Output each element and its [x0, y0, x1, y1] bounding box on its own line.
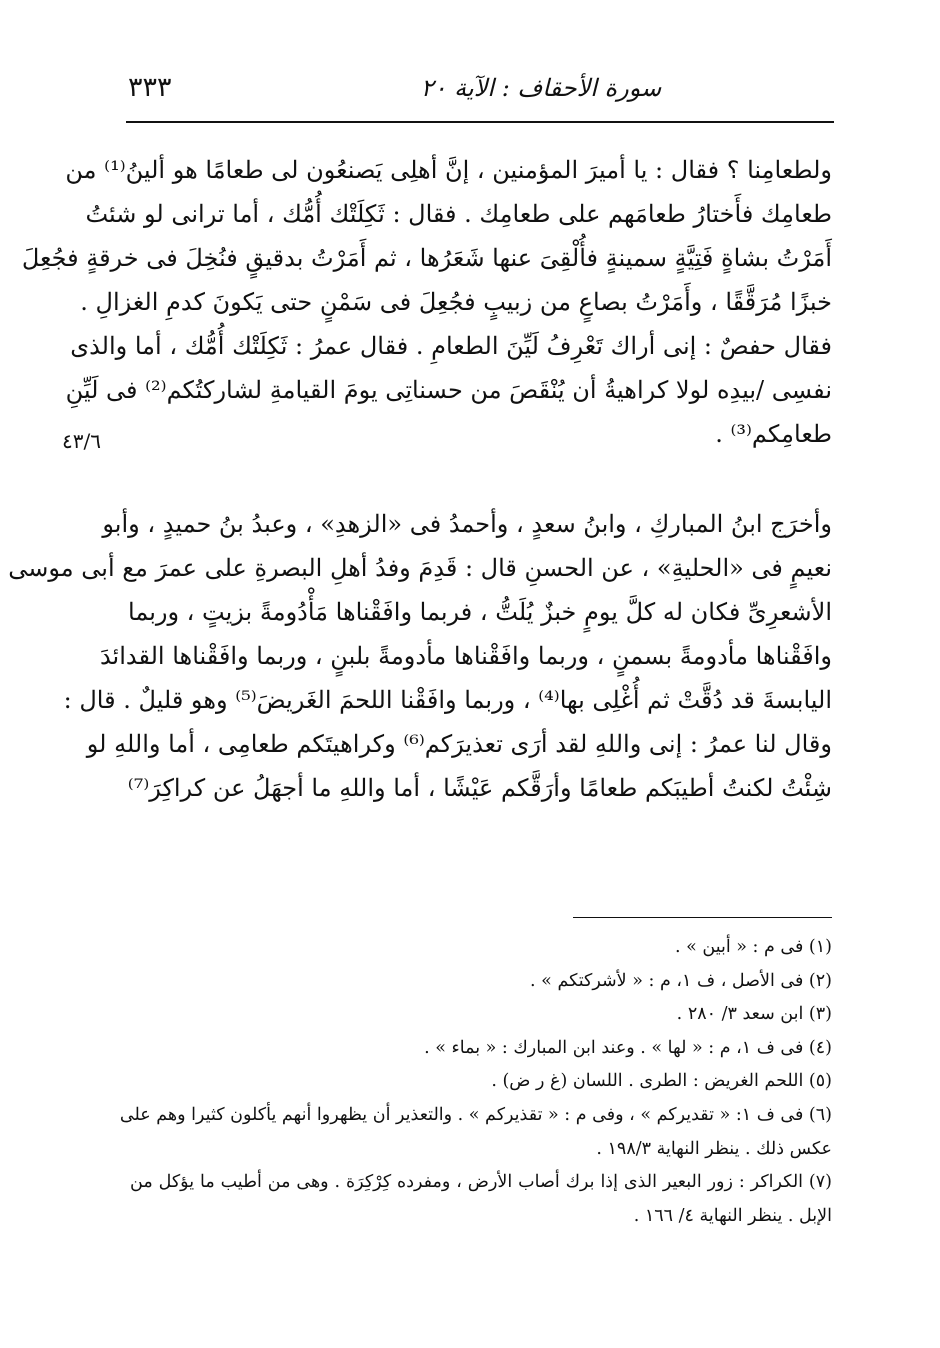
footnote: (٣) ابن سعد ٣/ ٢٨٠ . [676, 1004, 832, 1025]
footnote: (٥) اللحم الغريض : الطرى . اللسان (غ ر ض) . [491, 1071, 832, 1092]
footnote: (١) فى م : « أبين » . [675, 937, 832, 957]
text-line: وقال لنا عمرُ : إنى واللهِ لقد أرَى تعذيرَكم⁽⁶⁾ وكراهيتَكم طعامِى ، أما واللهِ لو [86, 730, 832, 758]
footnote: (٦) فى ف ١: « تقديركم » ، وفى م : « تقذيركم » . والتعذير أن يظهروا أنهم يأكلون كثيرا وهم على [119, 1104, 832, 1125]
text-line: الأشعرِىِّ فكان له كلَّ يومٍ خبزٌ يُلَتُّ ، فربما وافَقْناها مَأْدُومةً بزيتٍ ، وربما [128, 598, 832, 626]
text-line: فقال حفصٌ : إنى أراك تَعْرِفُ لَيِّنَ الطعامِ . فقال عمرُ : ثَكِلَتْك أُمُّك ، أما والذى [70, 332, 832, 360]
text-line: طعامِك فأَختارُ طعامَهم على طعامِك . فقال : ثَكِلَتْك أُمُّك ، أما ترانى لو شئتُ [85, 200, 832, 228]
footnote-continuation: عكس ذلك . ينظر النهاية ١٩٨/٣ . [596, 1138, 832, 1159]
running-title: سورة الأحقاف : الآية ٢٠ [420, 74, 662, 102]
text-line: خبزًا مُرَقَّقًا ، وأَمَرْتُ بصاعٍ من زبيبٍ فجُعِلَ فى سَمْنٍ حتى يَكونَ كدمِ الغزالِ . [80, 288, 832, 316]
page-header [128, 68, 834, 108]
text-line: وافَقْناها مأدومةً بسمنٍ ، وربما وافَقْناها مأدومةً بلبنٍ ، وربما وافَقْناها القدائدَ [99, 642, 832, 670]
footnotes [119, 931, 832, 1233]
footnote-rule [573, 917, 832, 918]
paragraph-gap [130, 456, 832, 502]
text-line: اليابسةَ قد دُقَّتْ ثم أُغْلِى بها⁽⁴⁾ ، وربما وافَقْنا اللحمَ الغَريضَ⁽⁵⁾ وهو قليلٌ . قال : [63, 686, 832, 714]
text-line: وأخرَج ابنُ المباركِ ، وابنُ سعدٍ ، وأحمدُ فى «الزهدِ» ، وعبدُ بنُ حميدٍ ، وأبو [102, 510, 832, 538]
text-line: نفسِى /بيدِه لولا كراهيةُ أن يُنْقَصَ من حسناتِى يومَ القيامةِ لشاركتُكم⁽²⁾ فى لَيِّنِ [65, 376, 832, 404]
text-line: نعيمٍ فى «الحليةِ» ، عن الحسنِ قال : قَدِمَ وفدُ أهلِ البصرةِ على عمرَ مع أبى موسى [8, 554, 832, 582]
text-line: ولطعامِنا ؟ فقال : يا أميرَ المؤمنين ، إنَّ أهلِى يَصنعُون لى طعامًا هو ألينُ⁽¹⁾ من [65, 156, 832, 184]
text-line: طعامِكم⁽³⁾ . [715, 420, 832, 448]
text-line: أَمَرْتُ بشاةٍ فَتِيَّةٍ سمينةٍ فأُلْقِىَ عنها شَعَرُها ، ثم أَمَرْتُ بدقيقٍ فنُخِلَ فى خرقةٍ فجُعِلَ [21, 244, 832, 272]
margin-reference: ٤٣/٦ [62, 429, 101, 453]
footnote: (٢) فى الأصل ، ف ١، م : « لأشركتكم » . [530, 970, 832, 991]
footnote: (٧) الكراكر : زور البعير الذى إذا برك أصاب الأرض ، ومفرده كِرْكِرَة . وهى من أطيب ما يؤكل من [130, 1172, 832, 1193]
page-number: ٣٣٣ [128, 72, 172, 103]
footnote-continuation: الإبل . ينظر النهاية ٤/ ١٦٦ . [633, 1205, 832, 1226]
header-rule [126, 121, 834, 123]
footnote: (٤) فى ف ١، م : « لها » . وعند ابن المبارك : « بماء » . [424, 1037, 832, 1058]
text-line: شِئْتُ لكنتُ أطيبَكم طعامًا وأرَقَّكم عَيْشًا ، أما واللهِ ما أجهَلُ عن كراكِرَ⁽⁷⁾ [127, 774, 832, 802]
